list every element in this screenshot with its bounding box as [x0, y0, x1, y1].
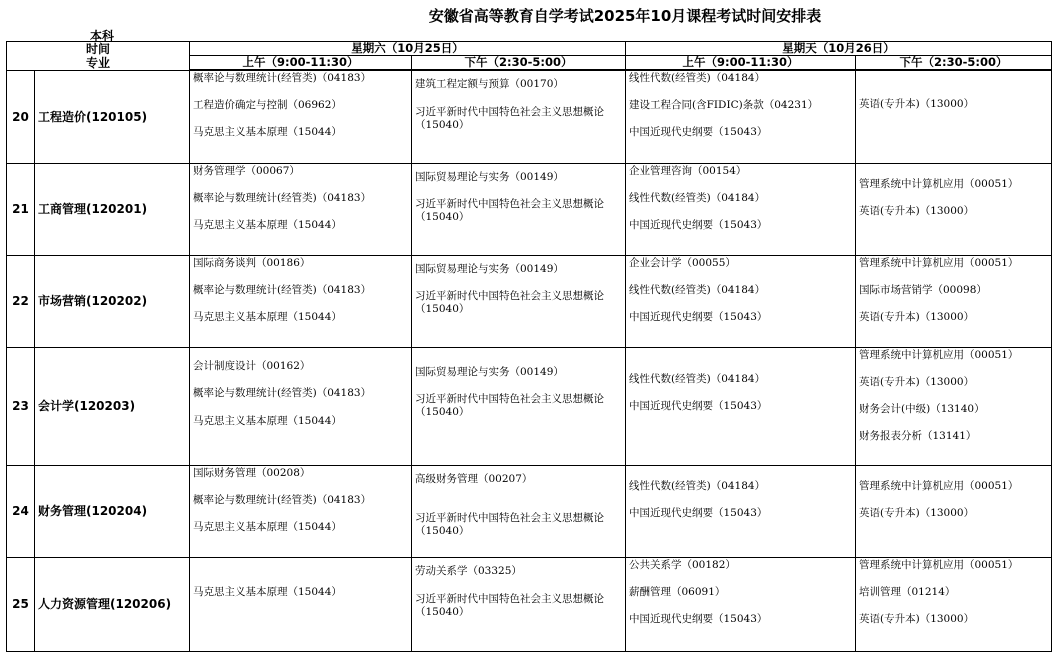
row-number: 21 — [7, 164, 35, 256]
table-row — [7, 466, 1052, 558]
corner-time-label: 时间 — [85, 42, 110, 56]
session-cell-sat-am — [190, 71, 412, 164]
course-entry: 管理系统中计算机应用（00051） — [859, 480, 1019, 492]
session-header-sun-pm: 下午（2:30-5:00） — [856, 56, 1052, 70]
header-corner — [7, 42, 190, 71]
row-number: 22 — [7, 256, 35, 348]
course-entry: 培训管理（01214） — [859, 586, 956, 598]
course-entry: 会计制度设计（00162） — [193, 360, 311, 372]
course-entry: 财务报表分析（13141） — [859, 430, 977, 442]
session-cell-sat-am — [190, 256, 412, 348]
course-entry: 中国近现代史纲要（15043） — [629, 400, 768, 412]
course-entry: 管理系统中计算机应用（00051） — [859, 559, 1019, 571]
session-header-sat-pm: 下午（2:30-5:00） — [412, 56, 626, 70]
course-entry: 工程造价确定与控制（06962） — [193, 99, 342, 111]
course-entry: 高级财务管理（00207） — [415, 473, 533, 485]
session-cell-sat-am — [190, 348, 412, 466]
table-row — [7, 71, 1052, 164]
course-entry: 概率论与数理统计(经管类)（04183） — [193, 192, 372, 204]
course-entry: 薪酬管理（06091） — [629, 586, 726, 598]
row-number: 25 — [7, 558, 35, 652]
session-cell-sat-pm — [412, 256, 626, 348]
course-entry: 线性代数(经管类)（04184） — [629, 72, 766, 84]
session-cell-sun-am — [626, 256, 856, 348]
session-cell-sun-pm — [856, 348, 1052, 466]
session-cell-sat-pm — [412, 71, 626, 164]
row-number: 20 — [7, 71, 35, 164]
major-name: 会计学(120203) — [35, 348, 190, 466]
session-cell-sat-pm — [412, 348, 626, 466]
row-number: 24 — [7, 466, 35, 558]
session-cell-sun-am — [626, 348, 856, 466]
session-cell-sat-am — [190, 466, 412, 558]
course-entry: 习近平新时代中国特色社会主义思想概论（15040） — [415, 393, 604, 418]
course-entry: 线性代数(经管类)（04184） — [629, 284, 766, 296]
major-name: 财务管理(120204) — [35, 466, 190, 558]
session-cell-sun-am — [626, 466, 856, 558]
course-entry: 线性代数(经管类)（04184） — [629, 373, 766, 385]
course-entry: 中国近现代史纲要（15043） — [629, 219, 768, 231]
session-header-sun-am: 上午（9:00-11:30） — [626, 56, 856, 70]
course-entry: 国际市场营销学（00098） — [859, 284, 987, 296]
session-cell-sat-am — [190, 558, 412, 652]
course-entry: 马克思主义基本原理（15044） — [193, 311, 342, 323]
course-entry: 管理系统中计算机应用（00051） — [859, 178, 1019, 190]
course-entry: 概率论与数理统计(经管类)（04183） — [193, 284, 372, 296]
course-entry: 线性代数(经管类)（04184） — [629, 192, 766, 204]
table-row — [7, 256, 1052, 348]
row-number: 23 — [7, 348, 35, 466]
table-row — [7, 164, 1052, 256]
course-entry: 国际贸易理论与实务（00149） — [415, 263, 564, 275]
session-cell-sun-pm — [856, 558, 1052, 652]
day-header-sun: 星期天（10月26日） — [626, 42, 1052, 56]
session-cell-sat-am — [190, 164, 412, 256]
course-entry: 马克思主义基本原理（15044） — [193, 219, 342, 231]
course-entry: 习近平新时代中国特色社会主义思想概论（15040） — [415, 290, 604, 315]
course-entry: 劳动关系学（03325） — [415, 565, 522, 577]
course-entry: 公共关系学（00182） — [629, 559, 736, 571]
course-entry: 概率论与数理统计(经管类)（04183） — [193, 494, 372, 506]
major-name: 工程造价(120105) — [35, 71, 190, 164]
course-entry: 建设工程合同(含FIDIC)条款（04231） — [629, 99, 819, 111]
course-entry: 管理系统中计算机应用（00051） — [859, 349, 1019, 361]
session-cell-sat-pm — [412, 164, 626, 256]
course-entry: 国际财务管理（00208） — [193, 467, 311, 479]
major-name: 工商管理(120201) — [35, 164, 190, 256]
course-entry: 马克思主义基本原理（15044） — [193, 586, 342, 598]
session-cell-sat-pm — [412, 558, 626, 652]
course-entry: 英语(专升本)（13000） — [859, 311, 975, 323]
course-entry: 马克思主义基本原理（15044） — [193, 521, 342, 533]
course-entry: 马克思主义基本原理（15044） — [193, 126, 342, 138]
course-entry: 中国近现代史纲要（15043） — [629, 126, 768, 138]
course-entry: 国际商务谈判（00186） — [193, 257, 311, 269]
course-entry: 英语(专升本)（13000） — [859, 98, 975, 110]
table-row — [7, 558, 1052, 652]
session-cell-sun-pm — [856, 71, 1052, 164]
course-entry: 概率论与数理统计(经管类)（04183） — [193, 72, 372, 84]
course-entry: 财务管理学（00067） — [193, 165, 300, 177]
course-entry: 中国近现代史纲要（15043） — [629, 507, 768, 519]
table-row — [7, 348, 1052, 466]
course-entry: 管理系统中计算机应用（00051） — [859, 257, 1019, 269]
session-cell-sun-pm — [856, 164, 1052, 256]
course-entry: 英语(专升本)（13000） — [859, 507, 975, 519]
course-entry: 企业管理咨询（00154） — [629, 165, 747, 177]
course-entry: 英语(专升本)（13000） — [859, 205, 975, 217]
major-name: 市场营销(120202) — [35, 256, 190, 348]
course-entry: 习近平新时代中国特色社会主义思想概论（15040） — [415, 512, 604, 537]
level-label: 本科 — [90, 29, 115, 43]
course-entry: 概率论与数理统计(经管类)（04183） — [193, 387, 372, 399]
course-entry: 财务会计(中级)（13140） — [859, 403, 985, 415]
corner-major-label: 专业 — [85, 56, 110, 70]
page-title: 安徽省高等教育自学考试2025年10月课程考试时间安排表 — [428, 7, 822, 25]
major-name: 人力资源管理(120206) — [35, 558, 190, 652]
course-entry: 习近平新时代中国特色社会主义思想概论（15040） — [415, 593, 604, 618]
day-header-sat: 星期六（10月25日） — [190, 42, 626, 56]
session-header-sat-am: 上午（9:00-11:30） — [190, 56, 412, 70]
course-entry: 英语(专升本)（13000） — [859, 613, 975, 625]
course-entry: 企业会计学（00055） — [629, 257, 736, 269]
course-entry: 中国近现代史纲要（15043） — [629, 311, 768, 323]
course-entry: 习近平新时代中国特色社会主义思想概论（15040） — [415, 198, 604, 223]
course-entry: 马克思主义基本原理（15044） — [193, 415, 342, 427]
course-entry: 国际贸易理论与实务（00149） — [415, 171, 564, 183]
session-cell-sun-am — [626, 71, 856, 164]
session-cell-sun-am — [626, 164, 856, 256]
course-entry: 线性代数(经管类)（04184） — [629, 480, 766, 492]
session-cell-sun-am — [626, 558, 856, 652]
session-cell-sun-pm — [856, 256, 1052, 348]
exam-schedule-table — [6, 41, 1052, 652]
course-entry: 中国近现代史纲要（15043） — [629, 613, 768, 625]
course-entry: 建筑工程定额与预算（00170） — [415, 78, 564, 90]
course-entry: 国际贸易理论与实务（00149） — [415, 366, 564, 378]
session-cell-sat-pm — [412, 466, 626, 558]
session-cell-sun-pm — [856, 466, 1052, 558]
course-entry: 英语(专升本)（13000） — [859, 376, 975, 388]
course-entry: 习近平新时代中国特色社会主义思想概论（15040） — [415, 106, 604, 131]
